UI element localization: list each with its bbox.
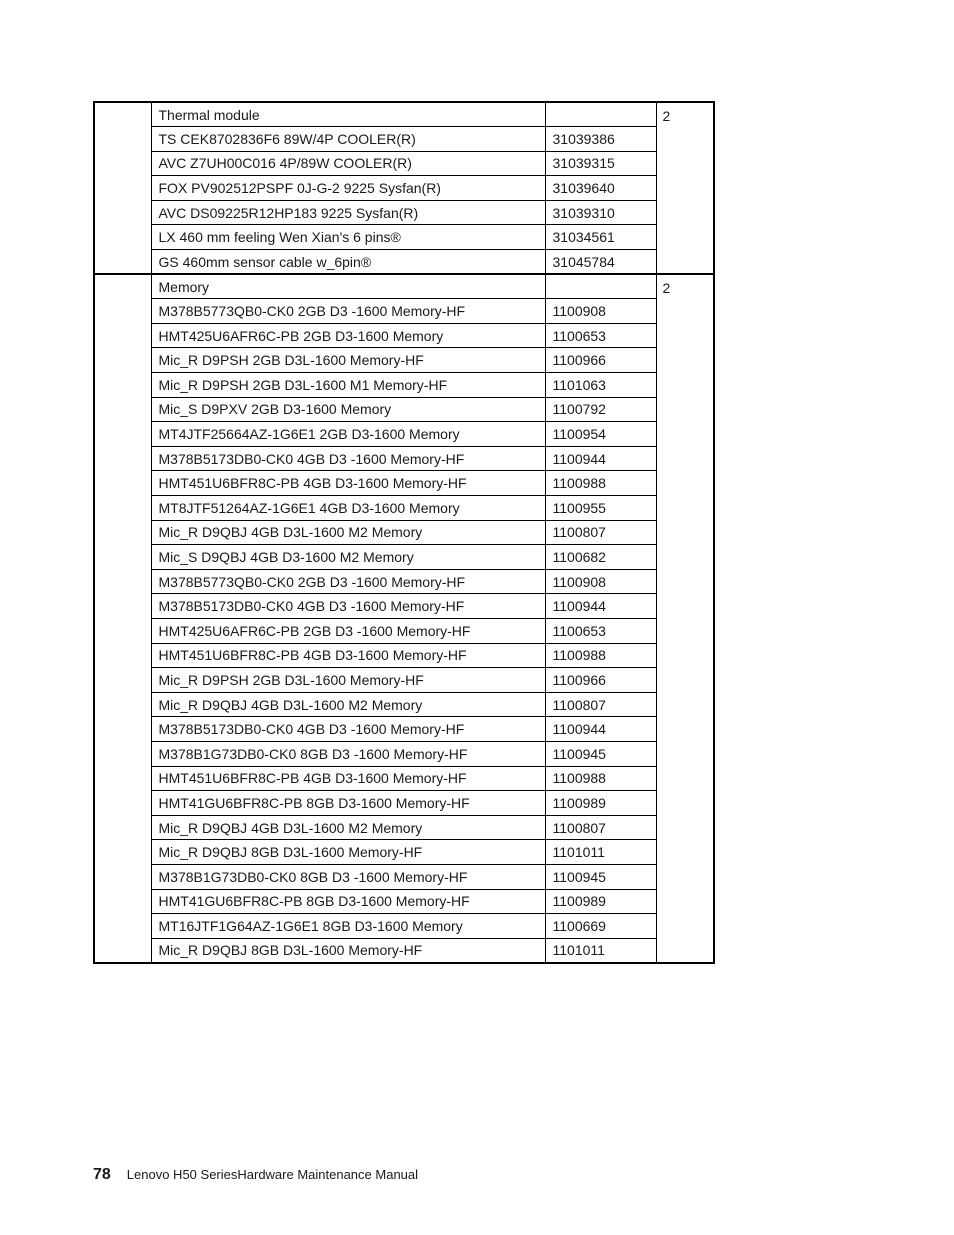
description-cell: Mic_R D9PSH 2GB D3L-1600 Memory-HF (151, 668, 545, 693)
description-cell: M378B1G73DB0-CK0 8GB D3 -1600 Memory-HF (151, 864, 545, 889)
parts-table-body (94, 102, 714, 963)
fru-cell: 31045784 (545, 250, 656, 275)
table-row (94, 618, 714, 643)
table-row (94, 348, 714, 373)
description-cell: Mic_R D9QBJ 8GB D3L-1600 Memory-HF (151, 938, 545, 963)
description-cell: MT4JTF25664AZ-1G6E1 2GB D3-1600 Memory (151, 422, 545, 447)
fru-cell: 1100792 (545, 397, 656, 422)
table-row (94, 397, 714, 422)
table-row (94, 471, 714, 496)
description-cell: HMT425U6AFR6C-PB 2GB D3 -1600 Memory-HF (151, 618, 545, 643)
table-row (94, 815, 714, 840)
fru-cell (545, 102, 656, 127)
fru-cell: 1100944 (545, 594, 656, 619)
table-row (94, 323, 714, 348)
quantity-cell: 2 (656, 274, 714, 963)
table-row (94, 299, 714, 324)
description-cell: M378B5773QB0-CK0 2GB D3 -1600 Memory-HF (151, 299, 545, 324)
fru-cell: 1100807 (545, 815, 656, 840)
fru-cell: 1100966 (545, 348, 656, 373)
fru-cell: 1100988 (545, 766, 656, 791)
fru-cell: 31039310 (545, 200, 656, 225)
fru-cell: 1100955 (545, 496, 656, 521)
description-cell: HMT451U6BFR8C-PB 4GB D3-1600 Memory-HF (151, 643, 545, 668)
table-row (94, 274, 714, 299)
table-row (94, 791, 714, 816)
fru-cell: 1100669 (545, 914, 656, 939)
description-cell: MT8JTF51264AZ-1G6E1 4GB D3-1600 Memory (151, 496, 545, 521)
table-row (94, 914, 714, 939)
fru-cell (545, 274, 656, 299)
description-cell: Mic_S D9PXV 2GB D3-1600 Memory (151, 397, 545, 422)
fru-cell: 1100945 (545, 741, 656, 766)
fru-cell: 1100988 (545, 643, 656, 668)
description-cell: Mic_R D9QBJ 4GB D3L-1600 M2 Memory (151, 815, 545, 840)
fru-cell: 1100988 (545, 471, 656, 496)
description-cell: AVC DS09225R12HP183 9225 Sysfan(R) (151, 200, 545, 225)
table-row (94, 766, 714, 791)
fru-cell: 1100954 (545, 422, 656, 447)
group-index-cell (94, 102, 151, 274)
page-number: 78 (93, 1166, 111, 1183)
fru-cell: 1100908 (545, 569, 656, 594)
description-cell: M378B5173DB0-CK0 4GB D3 -1600 Memory-HF (151, 446, 545, 471)
table-row (94, 692, 714, 717)
table-row (94, 864, 714, 889)
description-cell: Mic_S D9QBJ 4GB D3-1600 M2 Memory (151, 545, 545, 570)
description-cell: Memory (151, 274, 545, 299)
manual-title: Lenovo H50 SeriesHardware Maintenance Manual (126, 1167, 419, 1182)
description-cell: HMT41GU6BFR8C-PB 8GB D3-1600 Memory-HF (151, 791, 545, 816)
description-cell: AVC Z7UH00C016 4P/89W COOLER(R) (151, 151, 545, 176)
table-row (94, 102, 714, 127)
parts-table (93, 101, 715, 964)
table-row (94, 717, 714, 742)
group-index-cell (94, 274, 151, 963)
page-footer (93, 1165, 418, 1185)
description-cell: HMT41GU6BFR8C-PB 8GB D3-1600 Memory-HF (151, 889, 545, 914)
fru-cell: 1100653 (545, 323, 656, 348)
table-row (94, 422, 714, 447)
table-row (94, 741, 714, 766)
fru-cell: 31039315 (545, 151, 656, 176)
table-row (94, 225, 714, 250)
description-cell: Mic_R D9QBJ 4GB D3L-1600 M2 Memory (151, 520, 545, 545)
description-cell: Mic_R D9PSH 2GB D3L-1600 Memory-HF (151, 348, 545, 373)
description-cell: Thermal module (151, 102, 545, 127)
fru-cell: 1100944 (545, 446, 656, 471)
description-cell: Mic_R D9QBJ 8GB D3L-1600 Memory-HF (151, 840, 545, 865)
table-row (94, 151, 714, 176)
table-row (94, 668, 714, 693)
description-cell: TS CEK8702836F6 89W/4P COOLER(R) (151, 127, 545, 152)
description-cell: FOX PV902512PSPF 0J-G-2 9225 Sysfan(R) (151, 176, 545, 201)
fru-cell: 1100653 (545, 618, 656, 643)
table-row (94, 545, 714, 570)
description-cell: Mic_R D9PSH 2GB D3L-1600 M1 Memory-HF (151, 373, 545, 398)
table-row (94, 938, 714, 963)
fru-cell: 1100989 (545, 889, 656, 914)
table-row (94, 594, 714, 619)
table-row (94, 889, 714, 914)
description-cell: LX 460 mm feeling Wen Xian's 6 pins® (151, 225, 545, 250)
description-cell: M378B1G73DB0-CK0 8GB D3 -1600 Memory-HF (151, 741, 545, 766)
fru-cell: 1100944 (545, 717, 656, 742)
table-row (94, 840, 714, 865)
table-row (94, 200, 714, 225)
fru-cell: 31034561 (545, 225, 656, 250)
table-row (94, 446, 714, 471)
quantity-cell: 2 (656, 102, 714, 274)
description-cell: M378B5173DB0-CK0 4GB D3 -1600 Memory-HF (151, 594, 545, 619)
fru-cell: 31039640 (545, 176, 656, 201)
fru-cell: 1100966 (545, 668, 656, 693)
fru-cell: 1100989 (545, 791, 656, 816)
table-row (94, 250, 714, 275)
fru-cell: 1101011 (545, 840, 656, 865)
description-cell: Mic_R D9QBJ 4GB D3L-1600 M2 Memory (151, 692, 545, 717)
table-row (94, 496, 714, 521)
description-cell: HMT425U6AFR6C-PB 2GB D3-1600 Memory (151, 323, 545, 348)
description-cell: HMT451U6BFR8C-PB 4GB D3-1600 Memory-HF (151, 766, 545, 791)
table-row (94, 569, 714, 594)
fru-cell: 1100807 (545, 520, 656, 545)
description-cell: MT16JTF1G64AZ-1G6E1 8GB D3-1600 Memory (151, 914, 545, 939)
fru-cell: 31039386 (545, 127, 656, 152)
fru-cell: 1100945 (545, 864, 656, 889)
fru-cell: 1100908 (545, 299, 656, 324)
fru-cell: 1101063 (545, 373, 656, 398)
fru-cell: 1100807 (545, 692, 656, 717)
description-cell: GS 460mm sensor cable w_6pin® (151, 250, 545, 275)
table-row (94, 127, 714, 152)
fru-cell: 1100682 (545, 545, 656, 570)
table-row (94, 520, 714, 545)
table-row (94, 373, 714, 398)
description-cell: HMT451U6BFR8C-PB 4GB D3-1600 Memory-HF (151, 471, 545, 496)
table-row (94, 176, 714, 201)
description-cell: M378B5773QB0-CK0 2GB D3 -1600 Memory-HF (151, 569, 545, 594)
description-cell: M378B5173DB0-CK0 4GB D3 -1600 Memory-HF (151, 717, 545, 742)
fru-cell: 1101011 (545, 938, 656, 963)
table-row (94, 643, 714, 668)
